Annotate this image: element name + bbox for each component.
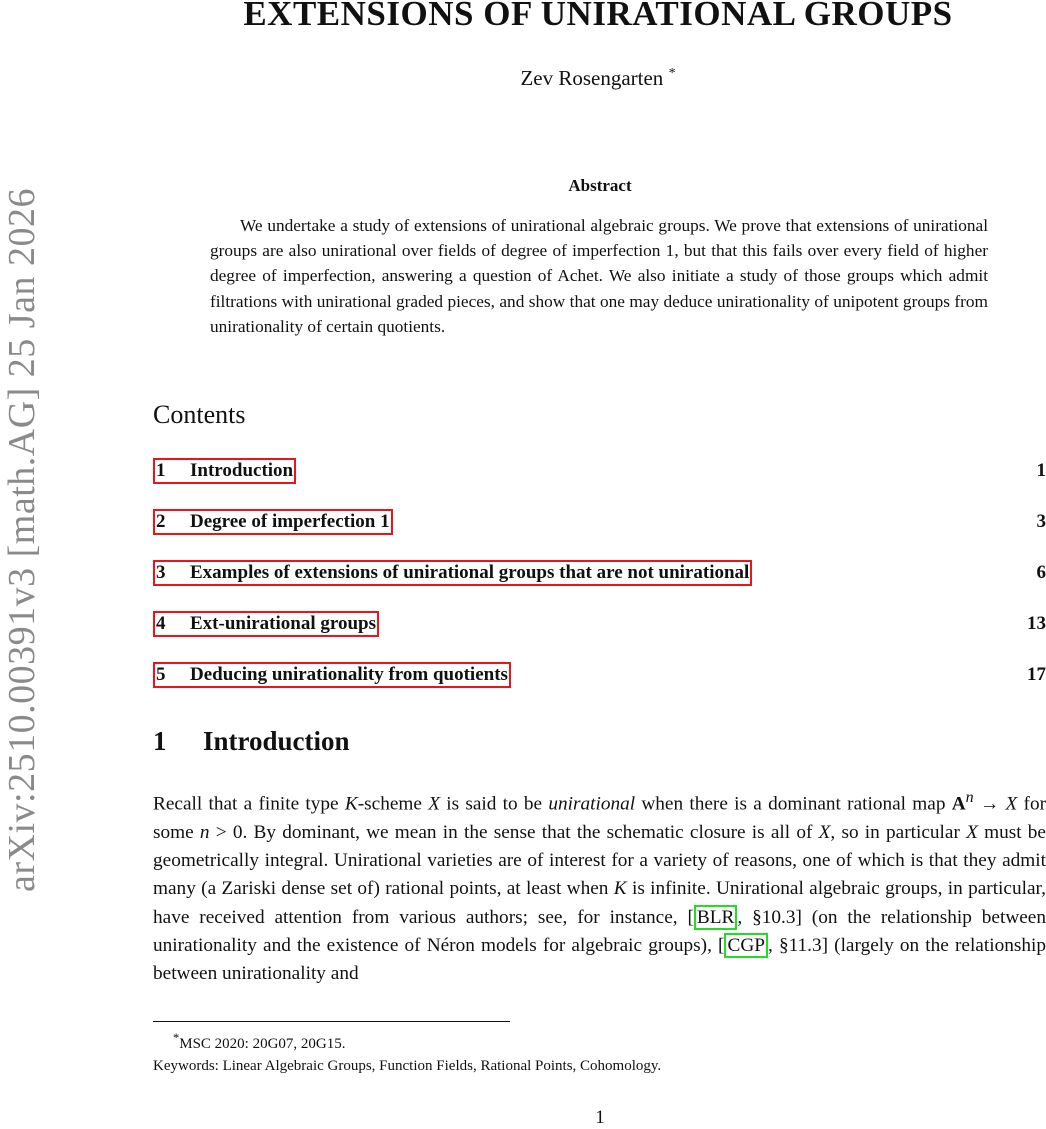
footnote-keywords: Keywords: Linear Algebraic Groups, Function Fields, Rational Points, Cohomology. — [153, 1055, 661, 1077]
math-symbol: K — [614, 878, 627, 899]
toc-link-degree-of-imperfection[interactable] — [153, 509, 393, 535]
toc-link-introduction[interactable] — [153, 458, 296, 484]
toc-number: 5 — [155, 664, 190, 686]
text-run: , §10.3] (on the relationship between unirationality and the existence of Néron models for algebraic groups), [ — [153, 907, 1046, 956]
citation-link-cgp[interactable]: CGP — [724, 933, 768, 958]
section-heading-introduction — [153, 726, 350, 757]
toc-entry — [153, 608, 1046, 659]
math-symbol: X — [966, 822, 978, 843]
abstract-text: We undertake a study of extensions of unirational algebraic groups. We prove that extensions of unirational groups are also unirational over fields of degree of imperfection 1, but that this fails over every field of higher degree of imperfection, answering a question of Achet. We also initiate a study of those groups which admit filtrations with unirational graded pieces, and show that one may deduce unirationality of unipotent groups from unirationality of certain quotients. — [210, 213, 988, 339]
footnote-msc — [153, 1027, 661, 1055]
toc-entry — [153, 455, 1046, 506]
toc-label: Deducing unirationality from quotients — [190, 664, 508, 685]
text-run: -scheme — [358, 793, 428, 814]
footnote-divider — [153, 1021, 510, 1022]
toc-number: 4 — [155, 613, 190, 635]
toc-entry — [153, 557, 1046, 608]
text-run: → — [974, 793, 1006, 814]
paper-title: EXTENSIONS OF UNIRATIONAL GROUPS — [150, 0, 1046, 34]
toc-label: Ext-unirational groups — [190, 613, 376, 634]
contents-heading: Contents — [153, 400, 245, 430]
footnote-msc-text: MSC 2020: 20G07, 20G15. — [179, 1036, 345, 1052]
text-run: must be geometrically integral. Unirational varieties are of interest for a variety of reasons, one of which is that they admit many (a Zariski dense set of) rational points, at least when — [153, 822, 1046, 900]
arxiv-identifier: arXiv:2510.00391v3 [math.AG] 25 Jan 2026 — [0, 188, 44, 892]
footnotes — [153, 1027, 661, 1077]
toc-link-ext-unirational-groups[interactable] — [153, 611, 379, 637]
toc-link-examples[interactable] — [153, 560, 752, 586]
section-number: 1 — [153, 726, 203, 757]
toc-number: 1 — [155, 460, 190, 482]
text-run: , so in particular — [830, 822, 966, 843]
toc-page-number: 6 — [1037, 562, 1046, 584]
abstract-heading: Abstract — [210, 176, 990, 196]
text-run: > 0. By dominant, we mean in the sense that the schematic closure is all of — [210, 822, 819, 843]
footnote-mark: * — [173, 1031, 179, 1045]
citation-link-blr[interactable]: BLR — [694, 905, 738, 930]
toc-number: 2 — [155, 511, 190, 533]
math-symbol: K — [345, 793, 358, 814]
text-run: , §11.3] (largely on the relationship between unirationality and — [153, 935, 1046, 984]
toc-entry — [153, 506, 1046, 557]
toc-link-deducing-unirationality[interactable] — [153, 662, 511, 688]
math-symbol: X — [819, 822, 831, 843]
emphasis: unirational — [548, 793, 635, 814]
toc-label: Examples of extensions of unirational groups that are not unirational — [190, 562, 749, 583]
arxiv-side-stamp — [2, 150, 42, 930]
toc-number: 3 — [155, 562, 190, 584]
page-number: 1 — [0, 1107, 1046, 1129]
math-symbol: X — [428, 793, 440, 814]
text-run: is infinite. Unirational algebraic groups, in particular, have received attention from various authors; see, for instance, [ — [153, 878, 1046, 927]
math-symbol: A — [952, 793, 966, 814]
text-run: is said to be — [440, 793, 548, 814]
table-of-contents — [153, 455, 1046, 710]
toc-label: Degree of imperfection 1 — [190, 511, 390, 532]
author-line — [150, 66, 1046, 91]
toc-page-number: 3 — [1037, 511, 1046, 533]
text-run: for some — [153, 793, 1046, 842]
math-symbol: n — [966, 789, 974, 806]
toc-page-number: 13 — [1027, 613, 1046, 635]
math-symbol: n — [200, 822, 210, 843]
text-run: when there is a dominant rational map — [635, 793, 952, 814]
text-run: Recall that a finite type — [153, 793, 345, 814]
author-footnote-mark[interactable]: * — [669, 66, 676, 81]
math-symbol: X — [1006, 793, 1018, 814]
section-title: Introduction — [203, 726, 350, 756]
toc-page-number: 1 — [1037, 460, 1046, 482]
introduction-paragraph — [153, 784, 1046, 989]
toc-page-number: 17 — [1027, 664, 1046, 686]
author-name: Zev Rosengarten — [520, 66, 663, 90]
toc-entry — [153, 659, 1046, 710]
toc-label: Introduction — [190, 460, 293, 481]
